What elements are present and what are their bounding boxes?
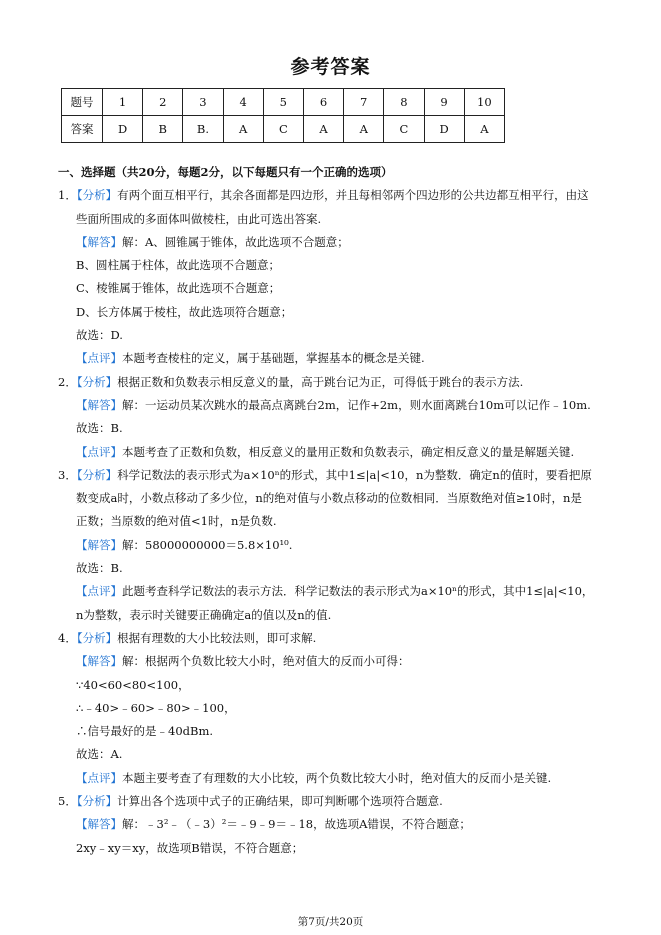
table-cell: 4 (223, 89, 263, 116)
question-4-comment (58, 767, 618, 790)
question-1-comment (58, 347, 618, 370)
table-cell: C (384, 116, 424, 143)
table-cell: A (464, 116, 504, 143)
text-line: 解：A、圆锥属于锥体，故此选项不合题意； (122, 234, 349, 249)
question-number: 2． (58, 374, 77, 389)
table-cell: C (263, 116, 303, 143)
question-4-solution (58, 650, 618, 673)
answer-table (61, 88, 505, 143)
text-line: 本题考查了正数和负数，相反意义的量用正数和负数表示，确定相反意义的量是解题关键. (122, 444, 575, 459)
text-line: 有两个面互相平行，其余各面都是四边形，并且每相邻两个四边形的公共边都互相平行，由这 (117, 188, 589, 203)
table-cell: 5 (263, 89, 303, 116)
table-cell: 10 (464, 89, 504, 116)
text-line: ∵40<60<80<100， (76, 677, 190, 692)
table-cell: B (143, 116, 183, 143)
text-line: 解：58000000000＝5.8×10¹⁰. (122, 537, 293, 552)
question-3-comment (58, 580, 618, 603)
text-line: 故选：B. (76, 421, 123, 436)
text-line: 本题考查棱柱的定义，属于基础题，掌握基本的概念是关键. (122, 351, 425, 366)
answer-content (58, 161, 618, 860)
table-header-row (62, 89, 505, 116)
question-number: 5． (58, 794, 77, 809)
text-line: 数变成a时，小数点移动了多少位，n的绝对值与小数点移动的位数相同．当原数绝对值≥10时，n是 (76, 491, 582, 506)
table-cell: 答案 (62, 116, 103, 143)
table-cell: 题号 (62, 89, 103, 116)
comment-tag: 【点评】 (76, 584, 122, 599)
comment-tag: 【点评】 (76, 444, 122, 459)
text-line: 科学记数法的表示形式为a×10ⁿ的形式，其中1≤|a|<10，n为整数．确定n的值时，要看把原 (117, 467, 592, 482)
analysis-tag: 【分析】 (76, 374, 118, 389)
table-cell: 2 (143, 89, 183, 116)
text-line: 本题主要考查了有理数的大小比较，两个负数比较大小时，绝对值大的反而小是关键. (122, 770, 552, 785)
question-5-analysis (58, 790, 618, 813)
question-1-solution (58, 231, 618, 254)
table-cell: B. (183, 116, 223, 143)
table-cell: A (223, 116, 263, 143)
table-answer-row (62, 116, 505, 143)
solution-tag: 【解答】 (76, 654, 122, 669)
table-cell: D (103, 116, 143, 143)
text-line: D、长方体属于棱柱，故此选项符合题意； (76, 304, 293, 319)
text-line: 计算出各个选项中式子的正确结果，即可判断哪个选项符合题意. (117, 794, 443, 809)
text-line: 2xy﹣xy＝xy，故选项B错误，不符合题意； (76, 840, 304, 855)
question-3-analysis (58, 464, 618, 487)
text-line: 解：一运动员某次跳水的最高点离跳台2m，记作+2m，则水面离跳台10m可以记作﹣10m. (122, 397, 591, 412)
question-4-analysis (58, 627, 618, 650)
comment-tag: 【点评】 (76, 351, 122, 366)
question-5-solution (58, 813, 618, 836)
table-cell: A (303, 116, 343, 143)
text-line: C、棱锥属于锥体，故此选项不合题意； (76, 281, 281, 296)
analysis-tag: 【分析】 (76, 188, 118, 203)
analysis-tag: 【分析】 (76, 467, 118, 482)
page-footer: 第7页/共20页 (297, 916, 364, 928)
table-cell: 7 (344, 89, 384, 116)
text-line: ∴信号最好的是﹣40dBm. (76, 724, 214, 739)
question-number: 1． (58, 188, 77, 203)
table-cell: 6 (303, 89, 343, 116)
question-1-analysis (58, 184, 618, 207)
text-line: ∴﹣40>﹣60>﹣80>﹣100， (76, 700, 236, 715)
section-heading: 一、选择题（共20分，每题2分，以下每题只有一个正确的选项） (58, 165, 393, 179)
solution-tag: 【解答】 (76, 234, 122, 249)
question-2-analysis (58, 371, 618, 394)
text-line: 故选：A. (76, 747, 123, 762)
text-line: 解：根据两个负数比较大小时，绝对值大的反而小可得： (122, 654, 410, 669)
question-number: 4． (58, 630, 77, 645)
question-2-comment (58, 441, 618, 464)
text-line: B、圆柱属于柱体，故此选项不合题意； (76, 258, 280, 273)
question-3-solution (58, 534, 618, 557)
text-line: 故选：D. (76, 328, 123, 343)
text-line: 正数；当原数的绝对值<1时，n是负数. (76, 514, 277, 529)
solution-tag: 【解答】 (76, 537, 122, 552)
analysis-tag: 【分析】 (76, 794, 118, 809)
table-cell: 8 (384, 89, 424, 116)
question-2-solution (58, 394, 618, 417)
solution-tag: 【解答】 (76, 397, 122, 412)
text-line: 解：﹣3²﹣（﹣3）²＝﹣9﹣9＝﹣18，故选项A错误，不符合题意； (122, 817, 471, 832)
solution-tag: 【解答】 (76, 817, 122, 832)
analysis-tag: 【分析】 (76, 630, 118, 645)
text-line: 根据有理数的大小比较法则，即可求解. (117, 630, 317, 645)
page-title: 参考答案 (290, 56, 371, 78)
text-line: 些面所围成的多面体叫做棱柱，由此可选出答案. (76, 211, 322, 226)
table-cell: D (424, 116, 464, 143)
table-cell: 9 (424, 89, 464, 116)
text-line: 根据正数和负数表示相反意义的量，高于跳台记为正，可得低于跳台的表示方法. (117, 374, 524, 389)
text-line: n为整数，表示时关键要正确确定a的值以及n的值. (76, 607, 332, 622)
question-number: 3． (58, 467, 77, 482)
text-line: 此题考查科学记数法的表示方法．科学记数法的表示形式为a×10ⁿ的形式，其中1≤|a|<10， (122, 584, 594, 599)
table-cell: A (344, 116, 384, 143)
table-cell: 1 (103, 89, 143, 116)
comment-tag: 【点评】 (76, 770, 122, 785)
table-cell: 3 (183, 89, 223, 116)
text-line: 故选：B. (76, 561, 123, 576)
